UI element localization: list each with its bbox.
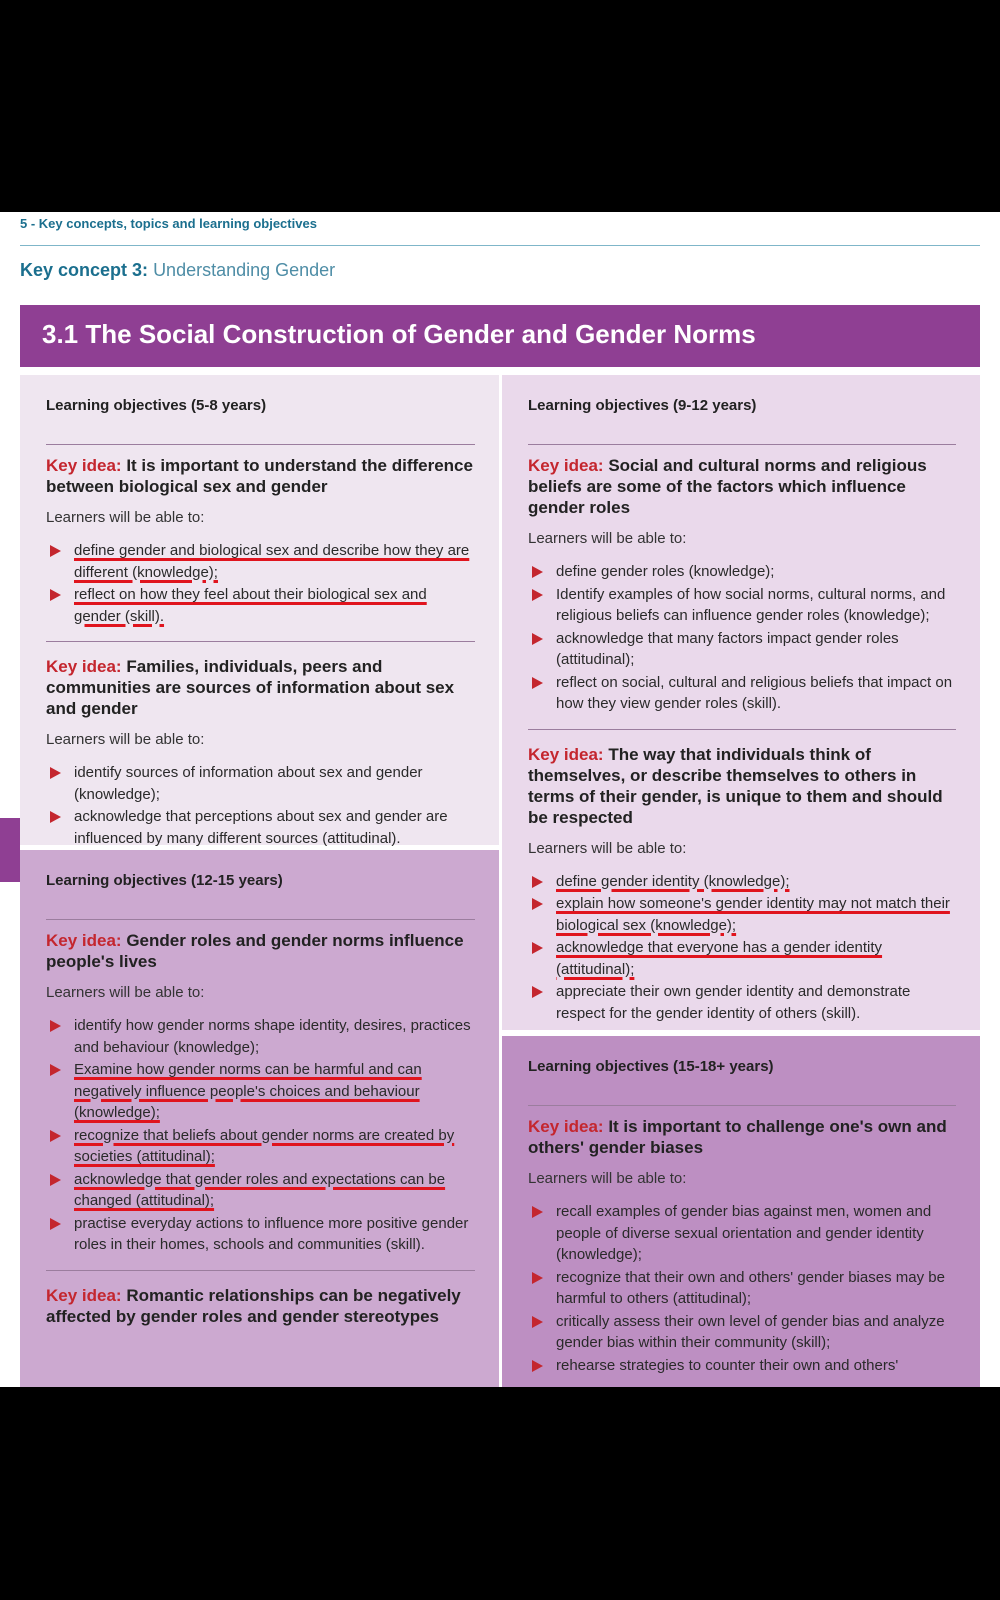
panel-heading: Learning objectives (12-15 years) <box>46 850 475 920</box>
panel-heading: Learning objectives (15-18+ years) <box>528 1036 956 1106</box>
bullet-arrow-icon <box>50 767 61 779</box>
list-item: Examine how gender norms can be harmful and can negatively influence people's choices and behaviour (knowledge); <box>46 1059 475 1124</box>
list-item: recognize that their own and others' gender biases may be harmful to others (attitudinal); <box>528 1267 956 1310</box>
bullet-arrow-icon <box>532 1316 543 1328</box>
panel-heading: Learning objectives (9-12 years) <box>528 375 956 445</box>
bullet-arrow-icon <box>50 1218 61 1230</box>
list-item: define gender and biological sex and describe how they are different (knowledge); <box>46 540 475 583</box>
list-item: explain how someone's gender identity may not match their biological sex (knowledge); <box>528 893 956 936</box>
bullet-arrow-icon <box>532 1272 543 1284</box>
side-tab-marker <box>0 818 20 882</box>
bullet-arrow-icon <box>532 566 543 578</box>
panel-5-8-years <box>20 375 499 845</box>
key-idea: Key idea: It is important to understand the difference between biological sex and gender <box>46 456 473 496</box>
running-head: 5 - Key concepts, topics and learning objectives <box>20 216 317 231</box>
list-item: acknowledge that perceptions about sex and gender are influenced by many different sources (attitudinal). <box>46 806 475 849</box>
bullet-arrow-icon <box>532 942 543 954</box>
list-item: reflect on social, cultural and religious beliefs that impact on how they view gender roles (skill). <box>528 672 956 715</box>
bullet-arrow-icon <box>532 986 543 998</box>
document-page <box>0 212 1000 1387</box>
key-concept-label: Key concept 3: <box>20 260 149 280</box>
bullet-arrow-icon <box>532 633 543 645</box>
bullet-arrow-icon <box>50 1020 61 1032</box>
list-item: critically assess their own level of gender bias and analyze gender bias within their community (skill); <box>528 1311 956 1354</box>
bullet-arrow-icon <box>532 876 543 888</box>
learners-intro: Learners will be able to: <box>46 731 205 748</box>
divider <box>46 641 475 642</box>
list-item: rehearse strategies to counter their own and others' <box>528 1355 956 1377</box>
bullet-arrow-icon <box>50 1130 61 1142</box>
bullet-arrow-icon <box>532 1360 543 1372</box>
bullet-arrow-icon <box>532 589 543 601</box>
divider <box>46 1270 475 1271</box>
key-idea: Key idea: Gender roles and gender norms influence people's lives <box>46 931 464 971</box>
section-title: 3.1 The Social Construction of Gender and Gender Norms <box>20 305 980 367</box>
bullet-arrow-icon <box>532 1206 543 1218</box>
list-item: recognize that beliefs about gender norms are created by societies (attitudinal); <box>46 1125 475 1168</box>
list-item: practise everyday actions to influence more positive gender roles in their homes, schools and communities (skill). <box>46 1213 475 1256</box>
key-idea: Key idea: Families, individuals, peers and communities are sources of information about sex and gender <box>46 657 455 718</box>
bullet-arrow-icon <box>50 1174 61 1186</box>
list-item: reflect on how they feel about their biological sex and gender (skill). <box>46 584 475 627</box>
list-item: identify how gender norms shape identity, desires, practices and behaviour (knowledge); <box>46 1015 475 1058</box>
list-item: acknowledge that gender roles and expectations can be changed (attitudinal); <box>46 1169 475 1212</box>
key-idea: Key idea: Romantic relationships can be negatively affected by gender roles and gender stereotypes <box>46 1285 461 1326</box>
bullet-arrow-icon <box>532 677 543 689</box>
list-item: Identify examples of how social norms, cultural norms, and religious beliefs can influence gender roles (knowledge); <box>528 584 956 627</box>
key-idea: Key idea: Social and cultural norms and religious beliefs are some of the factors which influence gender roles <box>528 456 927 517</box>
bullet-arrow-icon <box>50 1064 61 1076</box>
header-rule <box>20 245 980 246</box>
bullet-arrow-icon <box>50 589 61 601</box>
list-item: define gender identity (knowledge); <box>528 871 956 893</box>
panel-heading: Learning objectives (5-8 years) <box>46 375 475 445</box>
key-idea: Key idea: The way that individuals think of themselves, or describe themselves to others in terms of their gender, is unique to them and should be respected <box>528 744 943 827</box>
panel-12-15-years <box>20 850 499 1387</box>
list-item: identify sources of information about sex and gender (knowledge); <box>46 762 475 805</box>
learners-intro: Learners will be able to: <box>46 984 205 1001</box>
divider <box>528 729 956 730</box>
bullet-arrow-icon <box>50 811 61 823</box>
key-concept-heading <box>20 260 335 281</box>
learners-intro: Learners will be able to: <box>528 1170 687 1187</box>
list-item: acknowledge that many factors impact gender roles (attitudinal); <box>528 628 956 671</box>
list-item: recall examples of gender bias against men, women and people of diverse sexual orientation and gender identity (knowledge); <box>528 1201 956 1266</box>
learners-intro: Learners will be able to: <box>528 839 687 857</box>
bullet-arrow-icon <box>50 545 61 557</box>
list-item: define gender roles (knowledge); <box>528 561 956 583</box>
list-item: acknowledge that everyone has a gender identity (attitudinal); <box>528 937 956 980</box>
panel-9-12-years <box>502 375 980 1030</box>
key-concept-title: Understanding Gender <box>153 260 336 280</box>
list-item: appreciate their own gender identity and demonstrate respect for the gender identity of others (skill). <box>528 981 956 1024</box>
learners-intro: Learners will be able to: <box>46 509 205 526</box>
bullet-arrow-icon <box>532 898 543 910</box>
learners-intro: Learners will be able to: <box>528 530 687 547</box>
panel-15-18-years <box>502 1036 980 1387</box>
key-idea: Key idea: It is important to challenge one's own and others' gender biases <box>528 1117 947 1157</box>
